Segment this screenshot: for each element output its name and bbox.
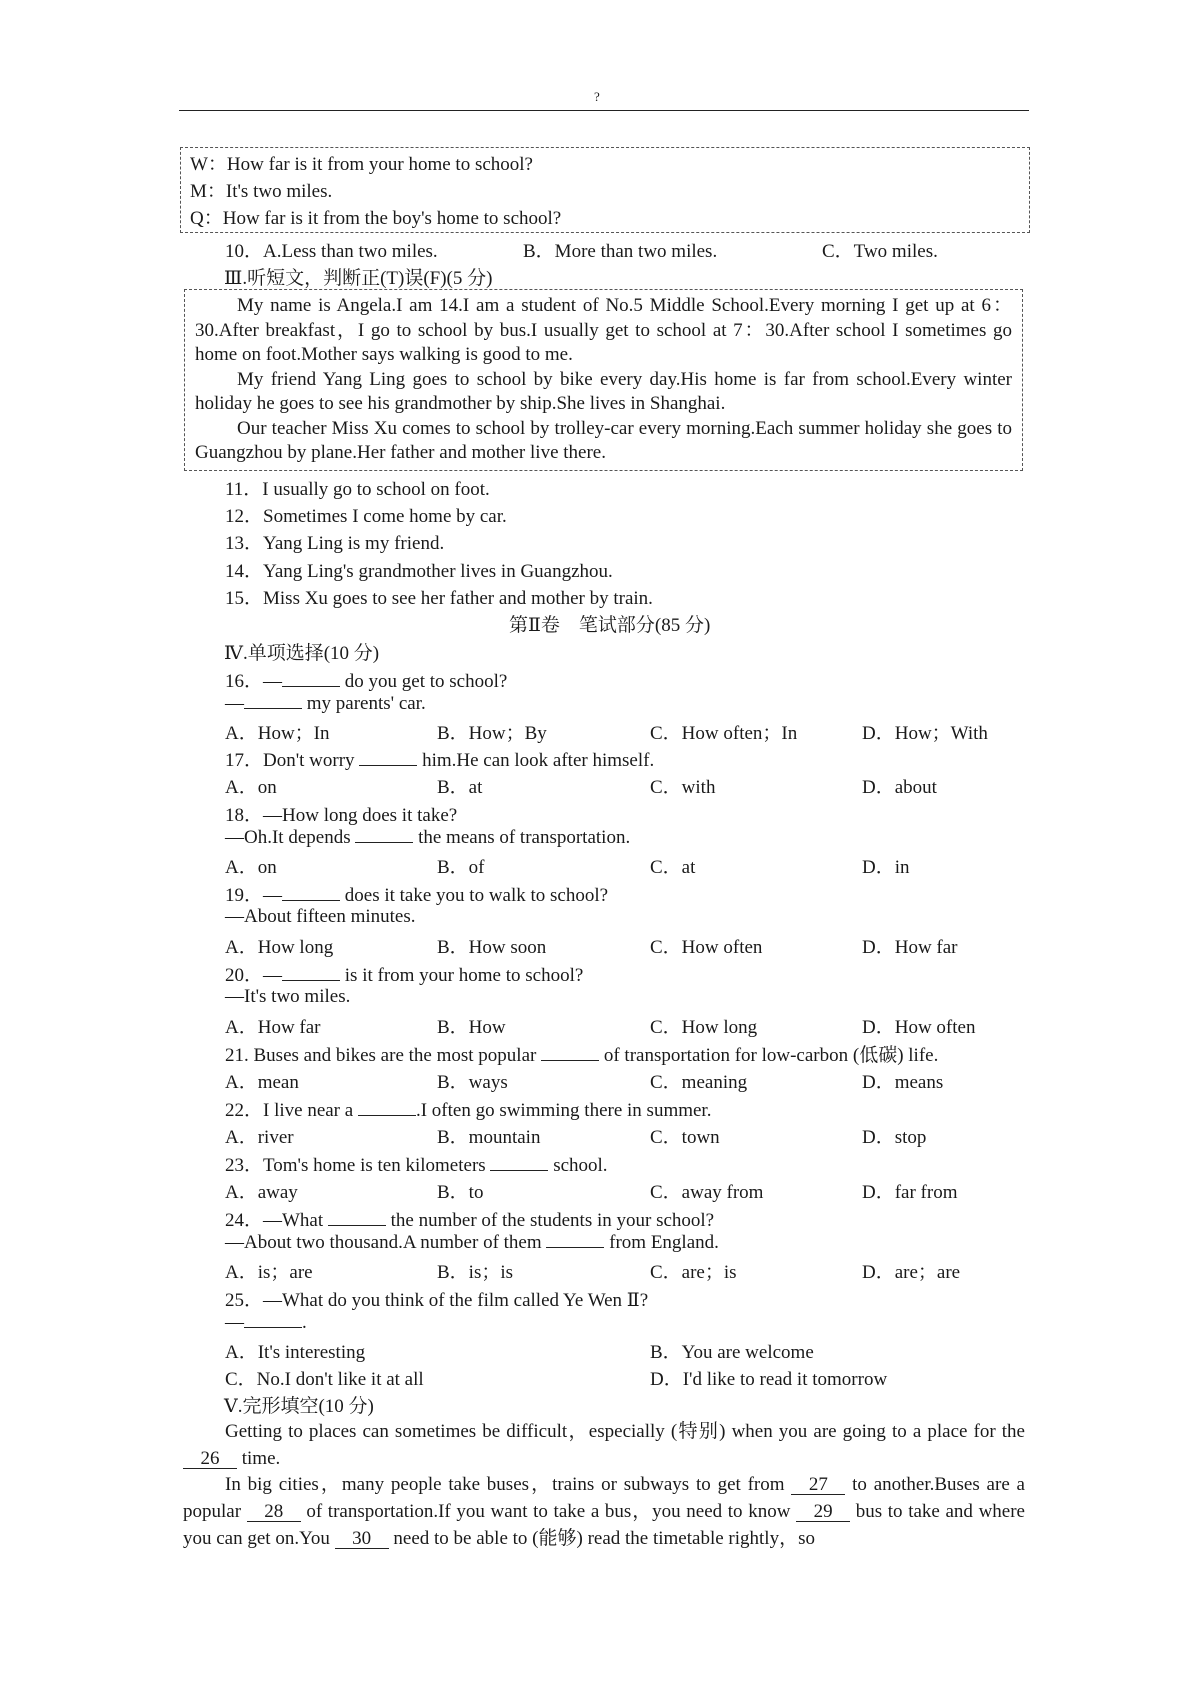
- q18-line1: 18．—How long does it take?: [225, 805, 458, 826]
- section3-title: Ⅲ.听短文，判断正(T)误(F)(5 分): [224, 268, 493, 289]
- cloze-blank-28: 28: [247, 1503, 301, 1522]
- header-mark: ?: [594, 89, 600, 104]
- dialog-line-m: M：It's two miles.: [190, 181, 333, 202]
- q10-stem: 10．A.Less than two miles.: [225, 241, 438, 262]
- q20-option-c: C．How long: [650, 1017, 758, 1038]
- q16-option-d: D．How；With: [862, 723, 988, 744]
- blank: [359, 749, 417, 766]
- q22-stem: 22．I live near a .I often go swimming there in summer.: [225, 1100, 712, 1121]
- dialog-line-w: W：How far is it from your home to school?: [190, 154, 533, 175]
- cloze-blank-29: 29: [796, 1503, 850, 1522]
- q25-option-c: C．No.I don't like it at all: [225, 1369, 424, 1390]
- blank: [355, 826, 413, 843]
- q10-option-b: B．More than two miles.: [523, 241, 718, 262]
- q21-option-b: B．ways: [437, 1072, 508, 1093]
- q22-option-a: A．river: [225, 1127, 294, 1148]
- q20-option-d: D．How often: [862, 1017, 976, 1038]
- blank: [546, 1231, 604, 1248]
- q16-line1: 16．— do you get to school?: [225, 671, 508, 692]
- blank: [282, 670, 340, 687]
- part2-title: 第Ⅱ卷 笔试部分(85 分): [509, 615, 711, 636]
- tf-statement-14: 14．Yang Ling's grandmother lives in Guangzhou.: [225, 561, 613, 582]
- q19-option-b: B．How soon: [437, 937, 547, 958]
- passage-paragraph-2: My friend Yang Ling goes to school by bike every day.His home is far from school.Every winter holiday he goes to see his grandmother by ship.She lives in Shanghai.: [195, 368, 1012, 414]
- q19-option-a: A．How long: [225, 937, 334, 958]
- q24-option-d: D．are；are: [862, 1262, 961, 1283]
- tf-statement-13: 13．Yang Ling is my friend.: [225, 533, 445, 554]
- q24-line1: 24．—What the number of the students in your school?: [225, 1210, 715, 1231]
- q19-line2: —About fifteen minutes.: [225, 906, 416, 927]
- blank: [244, 692, 302, 709]
- tf-statement-12: 12．Sometimes I come home by car.: [225, 506, 507, 527]
- q16-option-c: C．How often；In: [650, 723, 798, 744]
- tf-statement-11: 11．I usually go to school on foot.: [225, 479, 490, 500]
- q25-option-d: D．I'd like to read it tomorrow: [650, 1369, 888, 1390]
- blank: [282, 964, 340, 981]
- tf-statement-15: 15．Miss Xu goes to see her father and mother by train.: [225, 588, 653, 609]
- q24-option-a: A．is；are: [225, 1262, 313, 1283]
- q17-option-c: C．with: [650, 777, 716, 798]
- passage-paragraph-3: Our teacher Miss Xu comes to school by trolley-car every morning.Each summer holiday she goes to Guangzhou by plane.Her father and mother live there.: [195, 417, 1012, 463]
- q18-option-a: A．on: [225, 857, 277, 878]
- q21-stem: 21. Buses and bikes are the most popular of transportation for low-carbon (低碳) life.: [225, 1045, 939, 1066]
- blank: [282, 884, 340, 901]
- q10-option-c: C．Two miles.: [822, 241, 938, 262]
- q20-option-a: A．How far: [225, 1017, 321, 1038]
- q25-option-a: A．It's interesting: [225, 1342, 366, 1363]
- q20-line2: —It's two miles.: [225, 986, 351, 1007]
- q16-option-a: A．How；In: [225, 723, 330, 744]
- q19-line1: 19．— does it take you to walk to school?: [225, 885, 609, 906]
- cloze-blank-27: 27: [791, 1476, 845, 1495]
- q25-line2: — .: [225, 1312, 307, 1333]
- q24-line2: —About two thousand.A number of them from England.: [225, 1232, 719, 1253]
- q24-option-c: C．are；is: [650, 1262, 737, 1283]
- header-rule: [179, 110, 1029, 111]
- q17-stem: 17．Don't worry him.He can look after himself.: [225, 750, 655, 771]
- q24-option-b: B．is；is: [437, 1262, 514, 1283]
- q21-option-d: D．means: [862, 1072, 944, 1093]
- q16-option-b: B．How；By: [437, 723, 547, 744]
- q16-line2: — my parents' car.: [225, 693, 426, 714]
- q20-line1: 20．— is it from your home to school?: [225, 965, 584, 986]
- section5-title: Ⅴ.完形填空(10 分): [224, 1396, 374, 1417]
- blank: [328, 1209, 386, 1226]
- q22-option-b: B．mountain: [437, 1127, 541, 1148]
- q22-option-d: D．stop: [862, 1127, 927, 1148]
- blank: [541, 1044, 599, 1061]
- cloze-blank-26: 26: [183, 1450, 237, 1469]
- q23-stem: 23．Tom's home is ten kilometers school.: [225, 1155, 608, 1176]
- q23-option-a: A．away: [225, 1182, 298, 1203]
- cloze-blank-30: 30: [335, 1530, 389, 1549]
- section4-title: Ⅳ.单项选择(10 分): [224, 643, 380, 664]
- q18-option-d: D．in: [862, 857, 910, 878]
- cloze-paragraph-2: In big cities，many people take buses，trains or subways to get from 27 to another.Buses are a popular 28 of transportation.If you want to take a bus，you need to know 29 bus to take and where you can get on.You 30 need to be able to (能够) read the timetable rightly，so: [183, 1474, 1025, 1549]
- listening-dialog-box: [180, 147, 1030, 233]
- q25-option-b: B．You are welcome: [650, 1342, 814, 1363]
- q22-option-c: C．town: [650, 1127, 720, 1148]
- q18-line2: —Oh.It depends the means of transportation.: [225, 827, 631, 848]
- q20-option-b: B．How: [437, 1017, 506, 1038]
- blank: [490, 1154, 548, 1171]
- q25-line1: 25．—What do you think of the film called Ye Wen Ⅱ?: [225, 1290, 649, 1311]
- cloze-paragraph-1: Getting to places can sometimes be difficult，especially (特别) when you are going to a place for the 26 time.: [183, 1418, 1025, 1472]
- q17-option-d: D．about: [862, 777, 937, 798]
- blank: [358, 1099, 416, 1116]
- dialog-line-q: Q：How far is it from the boy's home to school?: [190, 208, 562, 229]
- q23-option-c: C．away from: [650, 1182, 764, 1203]
- q18-option-c: C．at: [650, 857, 696, 878]
- passage-paragraph-1: My name is Angela.I am 14.I am a student of No.5 Middle School.Every morning I get up at 6：30.After breakfast，I go to school by bus.I usually get to school at 7：30.After school I sometimes go home on foot.Mother says walking is good to me.: [195, 295, 1012, 365]
- q21-option-c: C．meaning: [650, 1072, 748, 1093]
- q18-option-b: B．of: [437, 857, 485, 878]
- q17-option-a: A．on: [225, 777, 277, 798]
- listening-passage-box: [184, 289, 1023, 471]
- q23-option-d: D．far from: [862, 1182, 958, 1203]
- blank: [244, 1311, 302, 1328]
- q23-option-b: B．to: [437, 1182, 484, 1203]
- q21-option-a: A．mean: [225, 1072, 299, 1093]
- q17-option-b: B．at: [437, 777, 483, 798]
- q19-option-c: C．How often: [650, 937, 763, 958]
- q19-option-d: D．How far: [862, 937, 958, 958]
